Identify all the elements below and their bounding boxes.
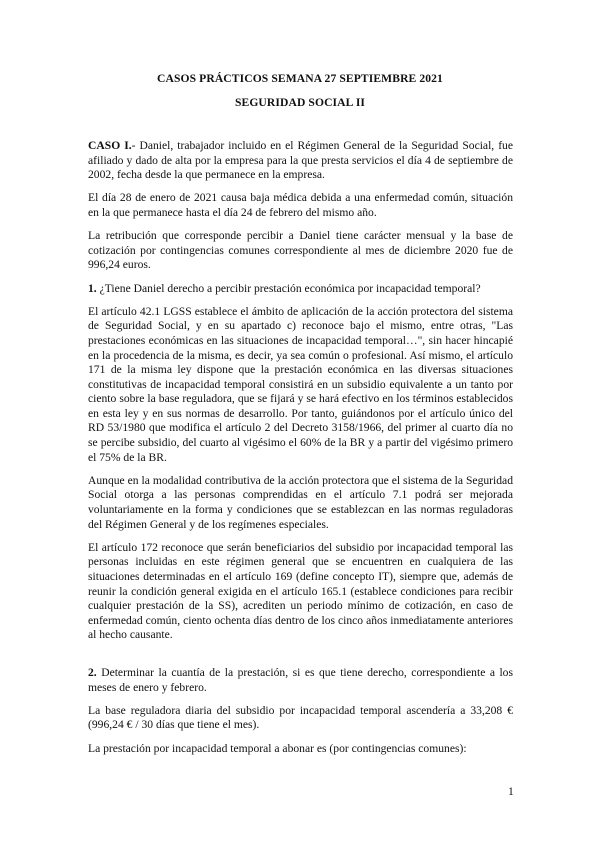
page-number: 1 <box>508 785 514 798</box>
paragraph-prestacion: La prestación por incapacidad temporal a abonar es (por contingencias comunes): <box>88 741 467 755</box>
question-text: ¿Tiene Daniel derecho a percibir prestación económica por incapacidad temporal? <box>96 281 481 295</box>
document-subtitle: SEGURIDAD SOCIAL II <box>234 96 366 109</box>
question-text: Determinar la cuantía de la prestación, si es que tiene derecho, correspondiente a los meses de enero y febrero. <box>88 665 513 694</box>
paragraph-articulo-42: El artículo 42.1 LGSS establece el ámbito de aplicación de la acción protectora del sistema de Seguridad Social, y en su apartado c) reconoce bajo el mismo, entre otras, "Las prestaciones económicas en las situaciones de incapacidad temporal…", sin hacer hincapié en la procedencia de la misma, es decir, ya sea común o profesional. Así mismo, el artículo 171 de la misma ley dispone que la prestación económica en las diversas situaciones constitutivas de incapacidad temporal consistirá en un subsidio equivalente a un tanto por ciento sobre la base reguladora, que se fijará y se hará efectivo en los términos establecidos en esta ley y en sus normas de desarrollo. Por tanto, guiándonos por el artículo único del RD 53/1980 que modifica el artículo 2 del Decreto 3158/1966, del primer al cuarto día no se percibe subsidio, del cuarto al vigésimo el 60% de la BR y a partir del vigésimo primero el 75% de la BR. <box>88 304 513 464</box>
document-body <box>88 139 513 765</box>
question-number: 1. <box>88 281 97 295</box>
paragraph-articulo-172: El artículo 172 reconoce que serán beneficiarios del subsidio por incapacidad temporal las personas incluidas en este régimen general que se encuentren en cualquiera de las situaciones determinadas en el artículo 169 (define concepto IT), siempre que, además de reunir la condición general exigida en el artículo 165.1 (establece condiciones para recibir cualquier prestación de la SS), acrediten un periodo mínimo de cotización, en caso de enfermedad común, ciento ochenta días dentro de los cinco años inmediatamente anteriores al hecho causante. <box>88 540 513 642</box>
paragraph-text: - Daniel, trabajador incluido en el Régimen General de la Seguridad Social, fue afiliado y dado de alta por la empresa para la que presta servicios el día 4 de septiembre de 2002, fecha desde la que permanece en la empresa. <box>88 139 513 182</box>
document-title: CASOS PRÁCTICOS SEMANA 27 SEPTIEMBRE 2021 <box>157 72 443 85</box>
paragraph-base-reguladora: La base reguladora diaria del subsidio por incapacidad temporal ascendería a 33,208 € (996,24 € / 30 días que tiene el mes). <box>88 703 513 732</box>
caso-label: CASO I. <box>88 139 132 152</box>
paragraph-modalidad: Aunque en la modalidad contributiva de la acción protectora que el sistema de la Seguridad Social otorga a las personas comprendidas en el artículo 7.1 podrá ser mejorada voluntariamente en la forma y condiciones que se establezcan en las normas reguladoras del Régimen General y de los regímenes especiales. <box>88 473 513 531</box>
question-1 <box>88 282 513 297</box>
paragraph-baja: El día 28 de enero de 2021 causa baja médica debida a una enfermedad común, situación en la que permanece hasta el día 24 de febrero del mismo año. <box>88 191 513 219</box>
paragraph-retribucion: La retribución que corresponde percibir a Daniel tiene carácter mensual y la base de cotización por contingencias comunes correspondiente al mes de diciembre 2020 fue de 996,24 euros. <box>88 229 513 272</box>
question-number: 2. <box>88 665 97 679</box>
question-2 <box>88 666 513 695</box>
paragraph-caso-intro <box>88 139 513 183</box>
